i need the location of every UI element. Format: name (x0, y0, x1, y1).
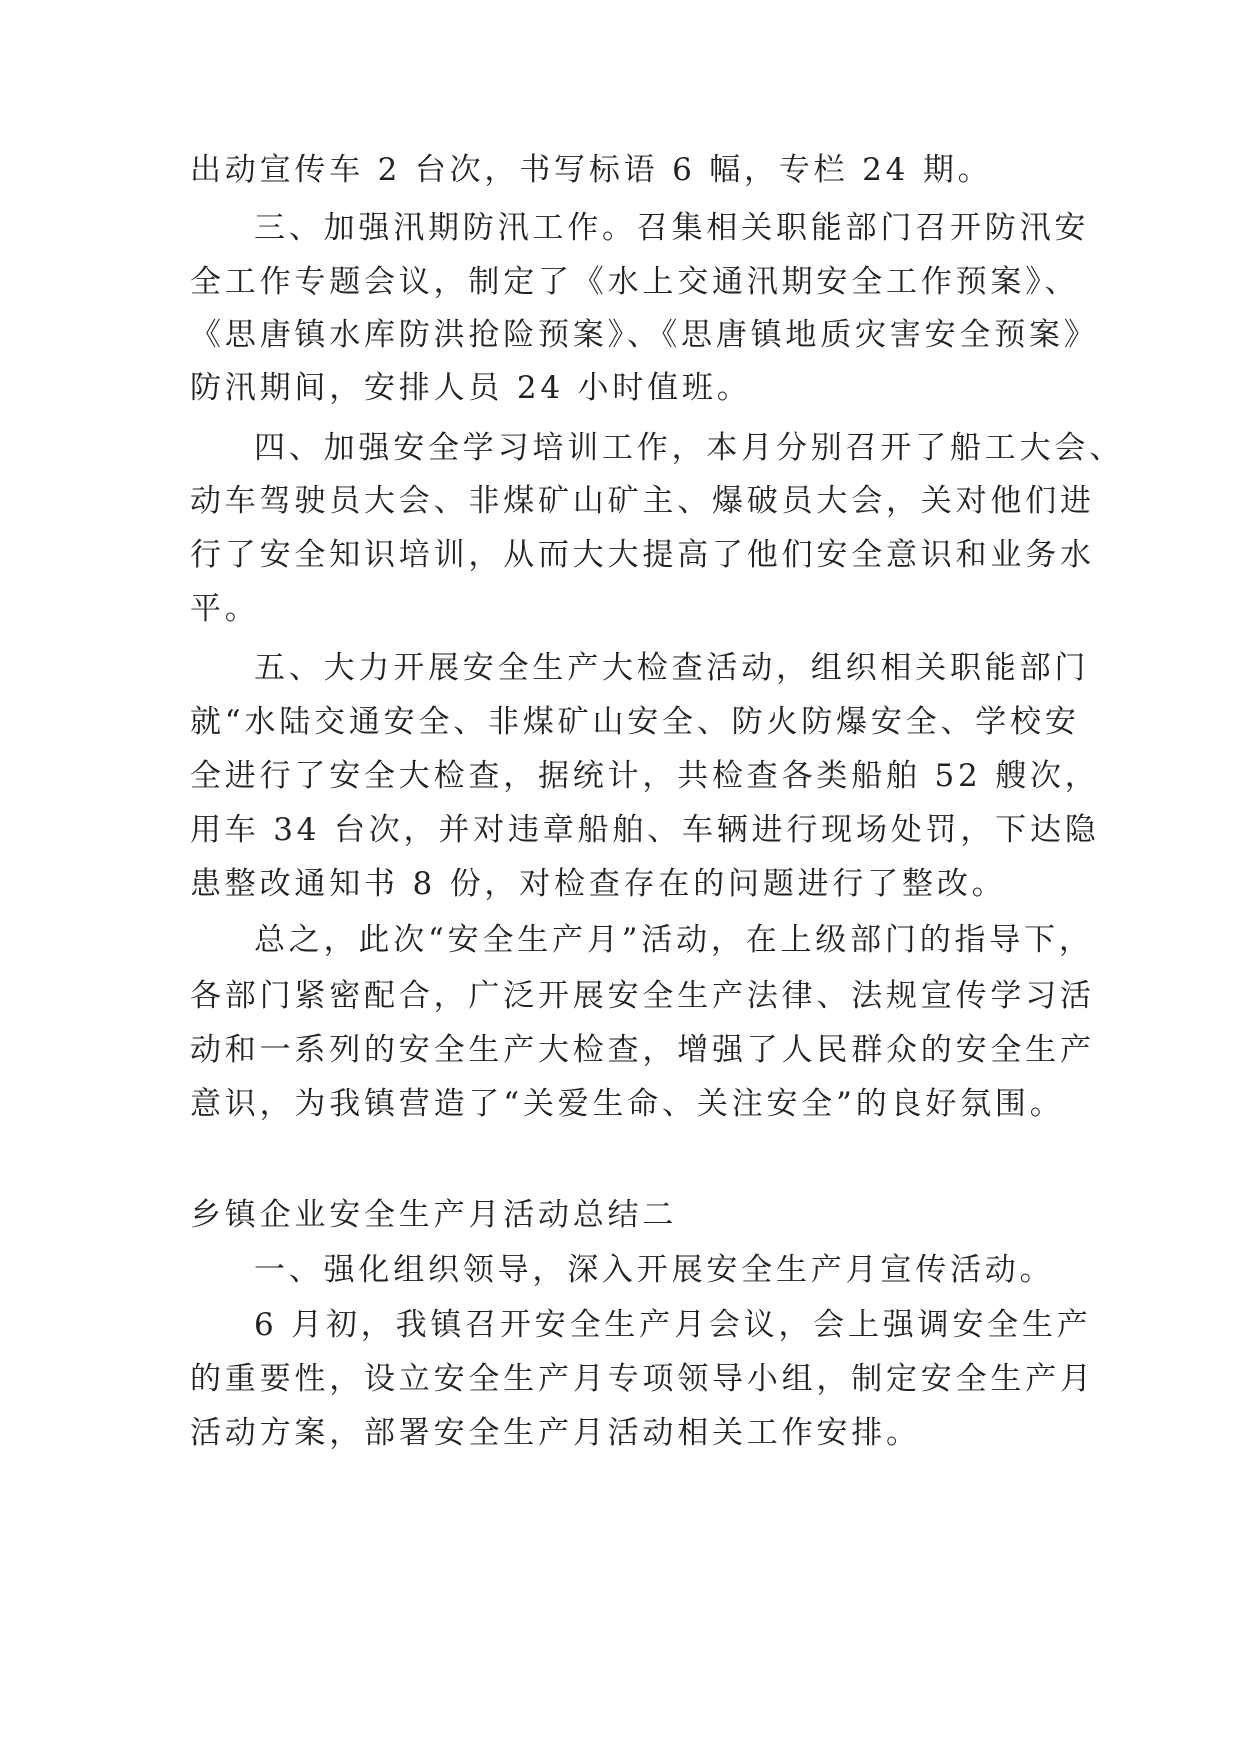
text-line: 行了安全知识培训，从而大大提高了他们安全意识和业务水 (190, 537, 1095, 573)
paragraph-start-line: 三、加强汛期防汛工作。召集相关职能部门召开防汛安 (254, 210, 1090, 246)
text-line: 《思唐镇水库防洪抢险预案》、《思唐镇地质灾害安全预案》 (190, 317, 1099, 353)
paragraph-start-line: 一、强化组织领导，深入开展安全生产月宣传活动。 (254, 1252, 1055, 1288)
text-line: 防汛期间，安排人员 24 小时值班。 (190, 370, 752, 406)
paragraph-start-line: 6 月初，我镇召开安全生产月会议，会上强调安全生产 (254, 1307, 1092, 1343)
text-line: 活动方案，部署安全生产月活动相关工作安排。 (190, 1415, 921, 1451)
text-line: 就“水陆交通安全、非煤矿山安全、防火防爆安全、学校安 (190, 704, 1080, 740)
text-line: 全工作专题会议，制定了《水上交通汛期安全工作预案》、 (190, 264, 1080, 300)
paragraph-start-line: 四、加强安全学习培训工作，本月分别召开了船工大会、 (254, 430, 1124, 466)
text-line: 各部门紧密配合，广泛开展安全生产法律、法规宣传学习活 (190, 978, 1095, 1014)
text-line: 的重要性，设立安全生产月专项领导小组，制定安全生产月 (190, 1361, 1095, 1397)
paragraph-start-line: 五、大力开展安全生产大检查活动，组织相关职能部门 (254, 650, 1090, 686)
text-line: 全进行了安全大检查，据统计，共检查各类船舶 52 艘次， (190, 758, 1100, 794)
text-line: 平。 (190, 591, 260, 627)
text-line: 意识，为我镇营造了“关爱生命、关注安全”的良好氛围。 (190, 1086, 1065, 1122)
paragraph-start-line: 总之，此次“安全生产月”活动，在上级部门的指导下， (254, 922, 1094, 958)
text-line: 用车 34 台次，并对违章船舶、车辆进行现场处罚，下达隐 (190, 812, 1100, 848)
section-heading: 乡镇企业安全生产月活动总结二 (190, 1197, 678, 1233)
text-line: 出动宣传车 2 台次，书写标语 6 幅，专栏 24 期。 (190, 152, 993, 188)
text-line: 动车驾驶员大会、非煤矿山矿主、爆破员大会，关对他们进 (190, 483, 1095, 519)
text-line: 动和一系列的安全生产大检查，增强了人民群众的安全生产 (190, 1032, 1095, 1068)
text-line: 患整改通知书 8 份，对检查存在的问题进行了整改。 (190, 866, 1007, 902)
